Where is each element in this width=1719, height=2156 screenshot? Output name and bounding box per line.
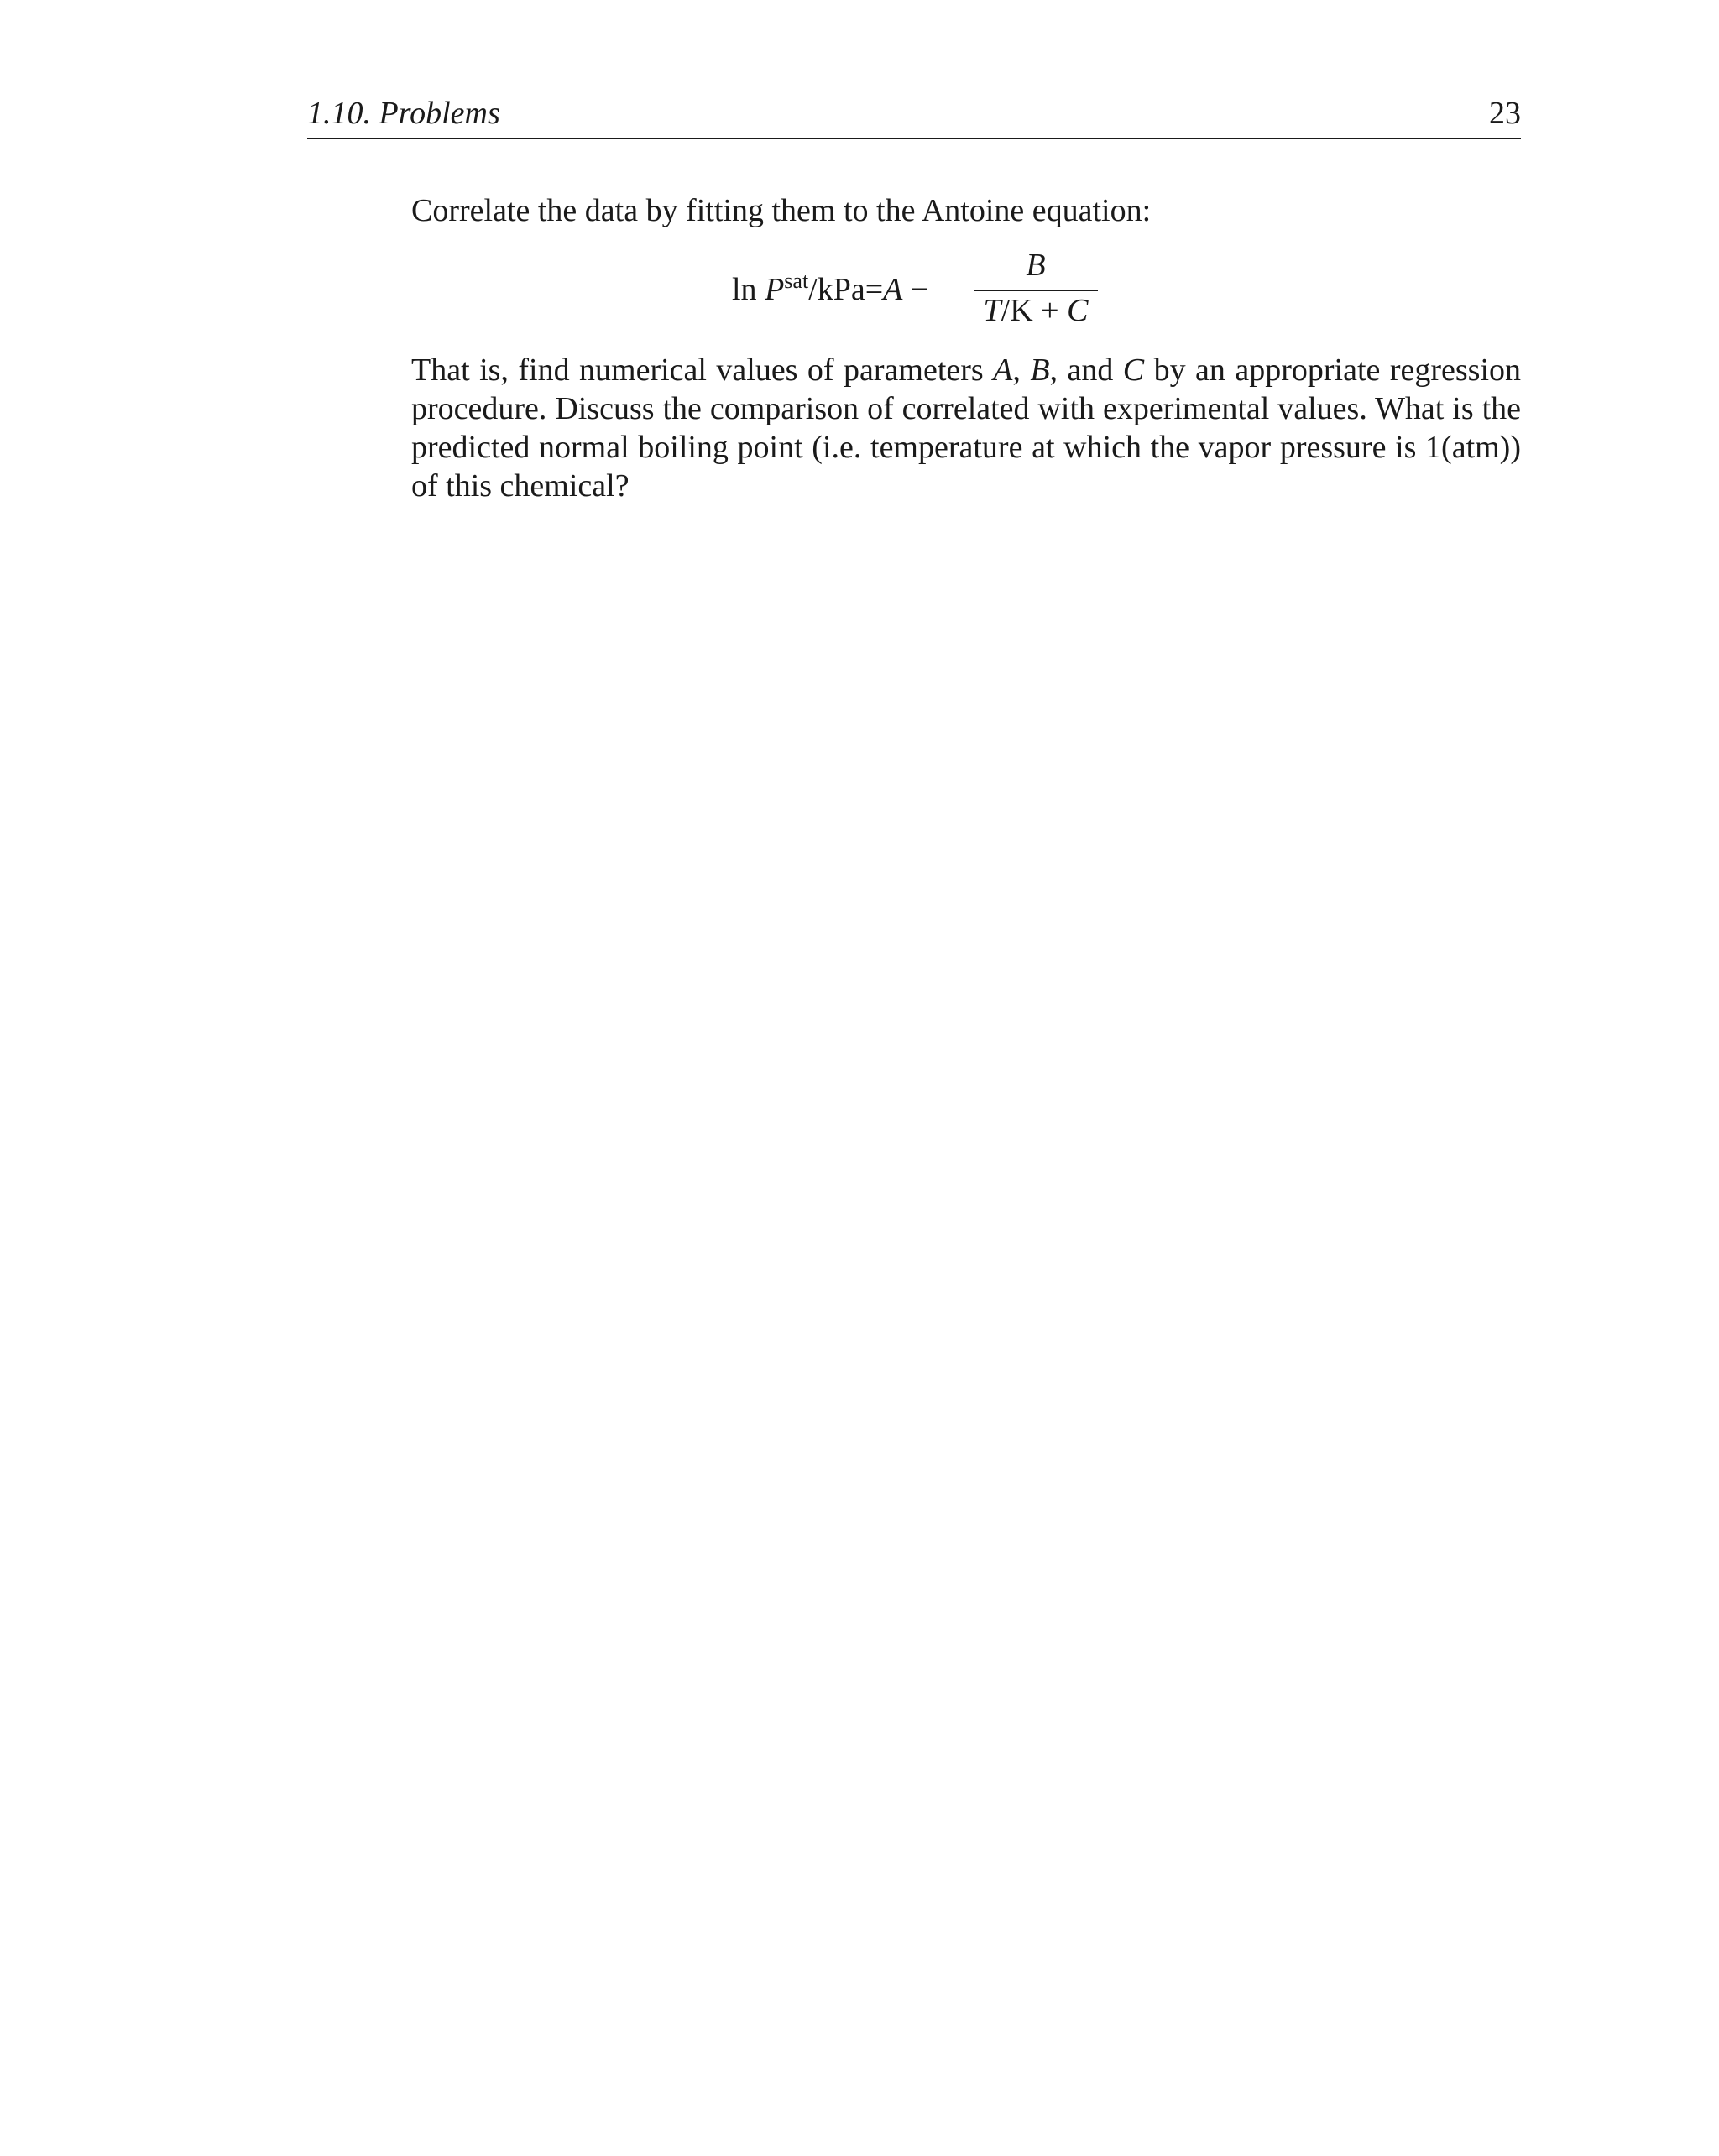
kpa-unit: /kPa	[808, 272, 865, 307]
antoine-equation	[0, 248, 1719, 329]
running-head: 1.10. Problems	[307, 96, 500, 131]
fraction-denominator	[974, 292, 1098, 329]
temperature-symbol: T	[983, 293, 1001, 328]
param-c-symbol: C	[1067, 293, 1089, 328]
fraction-bar	[974, 290, 1098, 291]
param-c-italic: C	[1122, 352, 1145, 388]
fraction-numerator: B	[1026, 248, 1046, 283]
paragraph-text-1: That is, find numerical values of parameters	[411, 352, 994, 388]
ln-operator: ln	[732, 272, 757, 307]
page-header	[307, 91, 1521, 139]
fraction	[974, 248, 1098, 329]
problem-paragraph	[411, 351, 1521, 505]
page-number: 23	[1489, 96, 1521, 131]
equation-lhs	[732, 270, 928, 309]
intro-sentence: Correlate the data by fitting them to the Antoine equation:	[411, 193, 1152, 228]
param-b-italic: B	[1030, 352, 1050, 388]
plus-sign: +	[1041, 293, 1059, 328]
paragraph-text-3: by an appropriate regression procedure. Discuss the comparison of correlated with experimental values. What is the predicted normal boiling point (i.e. temperature at which the vapor pressure is 1(atm)) of this chemical?	[411, 352, 1521, 504]
minus-sign: −	[910, 272, 929, 307]
pressure-symbol: P	[765, 272, 785, 307]
param-a-symbol: A	[883, 272, 903, 307]
paragraph-text-2: , and	[1049, 352, 1123, 388]
equals-sign: =	[865, 272, 884, 307]
paragraph-comma: ,	[1012, 352, 1031, 388]
sat-superscript: sat	[784, 269, 809, 293]
kelvin-unit: /K	[1001, 293, 1033, 328]
param-a-italic: A	[993, 352, 1013, 388]
